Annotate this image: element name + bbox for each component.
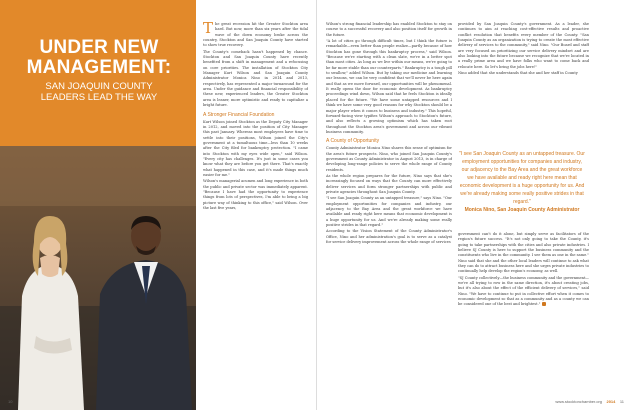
subtitle-line-1: SAN JOAQUIN COUNTY xyxy=(45,81,153,92)
drop-cap: T xyxy=(203,22,214,37)
title-line-2: MANAGEMENT: xyxy=(26,57,172,78)
right-footer xyxy=(555,399,624,404)
paragraph: Nino added that she understands that she and her staff in County xyxy=(458,71,578,76)
intro-text: he great recession hit the Greater Stockton area hard. But now, more than six years after the tidal wave of the down economy broke across the country, Stockton and San Joaquin County have started to show true recovery. xyxy=(203,22,308,48)
end-mark-icon xyxy=(542,302,546,306)
paragraph: provided by San Joaquin County's government. As a leader, she continues to aim at reaching cost-effective results and proactive conflict resolution that benefits every member of the County. "San Joaquin County as an organization is trying to create the most effective delivery of services to the community," said Nino. "Our Board and staff are very focused on prioritizing our service delivery mindset and are also looking into the future because we recognize that we're located in a really prime area and we have folks who want to come back and relocate here. So let's bring the jobs here!" xyxy=(458,22,589,69)
section-heading: A Stronger Financial Foundation xyxy=(203,111,275,118)
right-page-number: 11 xyxy=(619,399,624,404)
pull-quote-attribution: Monica Nino, San Joaquin County Administrator xyxy=(464,207,580,213)
paragraph: According to the Vision Statement of the County Administrator's Office, Nino and her administration's goal is to serve as a catalyst for service delivery improvement across the whole range of services xyxy=(326,229,452,245)
closing-text: "SJ County collectively—the business community and the government—we're all trying to row in the same direction, it's about creating jobs, but it's also about the effect of the efficient delivery of services," said Nino. "We have to continue to put in collective effort when it comes to economic development so that as a community and as a county we can be considered one of the best and brightest." xyxy=(458,275,589,307)
article-title xyxy=(8,38,190,78)
title-panel xyxy=(0,0,196,410)
paragraph: Wilson's managerial acumen and long experience in both the public and private sector was immediately apparent. "Because I have had the opportunity to experience things from lots of perspectives, I'm able to bring a big picture way of thinking to this office," said Wilson. Over the last five years, xyxy=(203,179,308,210)
paragraph xyxy=(458,276,589,308)
footer-issue-year: 2014 xyxy=(606,399,616,404)
paragraph: government can't do it alone, but simply serve as facilitators of the region's future success. "It's not only going to take the County, it's going to take partnerships with the cities and also private industries. I believe SJ County is here to support the business community and the constituents who live in the community. I see them as one in the same." Nino said that she and the other local leaders will continue to ask what they can do to attract business here and she urges private industries to continually help develop the region's economy, as well. xyxy=(458,232,589,274)
paragraph: "I see San Joaquin County as an untapped treasure," says Nino. "Our employment opportunities for companies and industry, our adjacency to the Bay Area and the great workforce we have available and ready right here means that economic development is a huge opportunity for us. And we're already making some really positive strides in that regard." xyxy=(326,196,452,228)
paragraph: County Administrator Monica Nino shares this sense of optimism for the area's future prospects. Nino, who joined San Joaquin County's government as County Administrator in August 2013, is in charge of developing long-range policies to serve the whole range of County residents. xyxy=(326,146,452,172)
section-heading: A County of Opportunity xyxy=(326,138,380,145)
page-gutter xyxy=(316,0,317,410)
paragraph: The County's comeback hasn't happened by chance. Stockton and San Joaquin County have recently benefited from a shift in management and a refocusing on core priorities. The installation of Stockton City Manager Kurt Wilson and San Joaquin County Administrator Monica Nino in 2014 and 2013, respectively, has represented a major turnaround for the area. Under the guidance and financial responsibility of these new, experienced leaders, the Greater Stockton area is leaner, more optimistic and ready to capitalize a bright future. xyxy=(203,49,308,108)
article-column-4 xyxy=(458,232,589,384)
leaders-photo xyxy=(0,146,196,410)
paragraph: As the whole region prepares for the future, Nino says that she's increasingly focused on ways that the County can more effectively deliver services and form stronger partnerships with public and private agencies throughout San Joaquin County. xyxy=(326,173,452,194)
left-page-number: 10 xyxy=(8,399,13,404)
footer-url[interactable]: www.stocktonchamber.org xyxy=(555,399,603,404)
paragraph: Wilson's strong financial leadership has enabled Stockton to stay on course to a successful recovery and also position itself for growth in the future. xyxy=(326,22,452,37)
pull-quote xyxy=(458,150,586,214)
paragraph: Kurt Wilson joined Stockton as the Deputy City Manager in 2012, and moved into the position of City Manager this past January. Whereas most employees have time to settle into their positions, Wilson joined the City's government at a tumultuous time—less than 10 weeks after the City filed for bankruptcy protection. "I came into Stockton with my eyes wide open," said Wilson. "Every city has challenges. It's just in some cases you know what they are before you get there. That's exactly what happened in this case, and it's made things much easier for me." xyxy=(203,119,308,177)
title-line-1: UNDER NEW xyxy=(39,37,159,58)
pull-quote-text: "I see San Joaquin County as an untapped treasure. Our employment opportunities for companies and industry, our adjacency to the Bay Area and the great workforce we have available and ready right here mean that economic development is a huge opportunity for us. And we're already making some really positive strides in that regard." xyxy=(459,151,585,205)
article-subtitle xyxy=(6,81,192,103)
article-column-3 xyxy=(458,22,589,134)
paragraph: "A lot of cities go through difficult times, but I think the future is remarkable—even better than people realize—partly because of how Stockton has gone through this bankruptcy process," said Wilson. "Because we're starting with a clean slate, we're in a better spot than most cities. As long as we live within our means, we're going to be far more stable than our counterparts." Bankruptcy is a tough pill to swallow," added Wilson. But by taking our medicine and learning our lessons, we can be very confident that we'll never be here again and that as we move forward, our opportunities will be phenomenal. It really opens the door for economic development. As bankruptcy proceedings wind down, Wilson said that he feels Stockton is ideally placed for the future. "We have some untapped resources and I think we have some very good reasons for why Stockton should be a major player when it comes to business and industry." This hopeful, forward-facing view typifies Wilson's approach to Stockton's future, and also reflects a growing optimism which has taken root throughout the Stockton area's government and across our vibrant business community. xyxy=(326,39,452,134)
article-column-2 xyxy=(326,22,452,384)
article-column-1 xyxy=(203,22,308,384)
subtitle-line-2: LEADERS LEAD THE WAY xyxy=(40,92,158,103)
intro-paragraph xyxy=(203,22,308,49)
